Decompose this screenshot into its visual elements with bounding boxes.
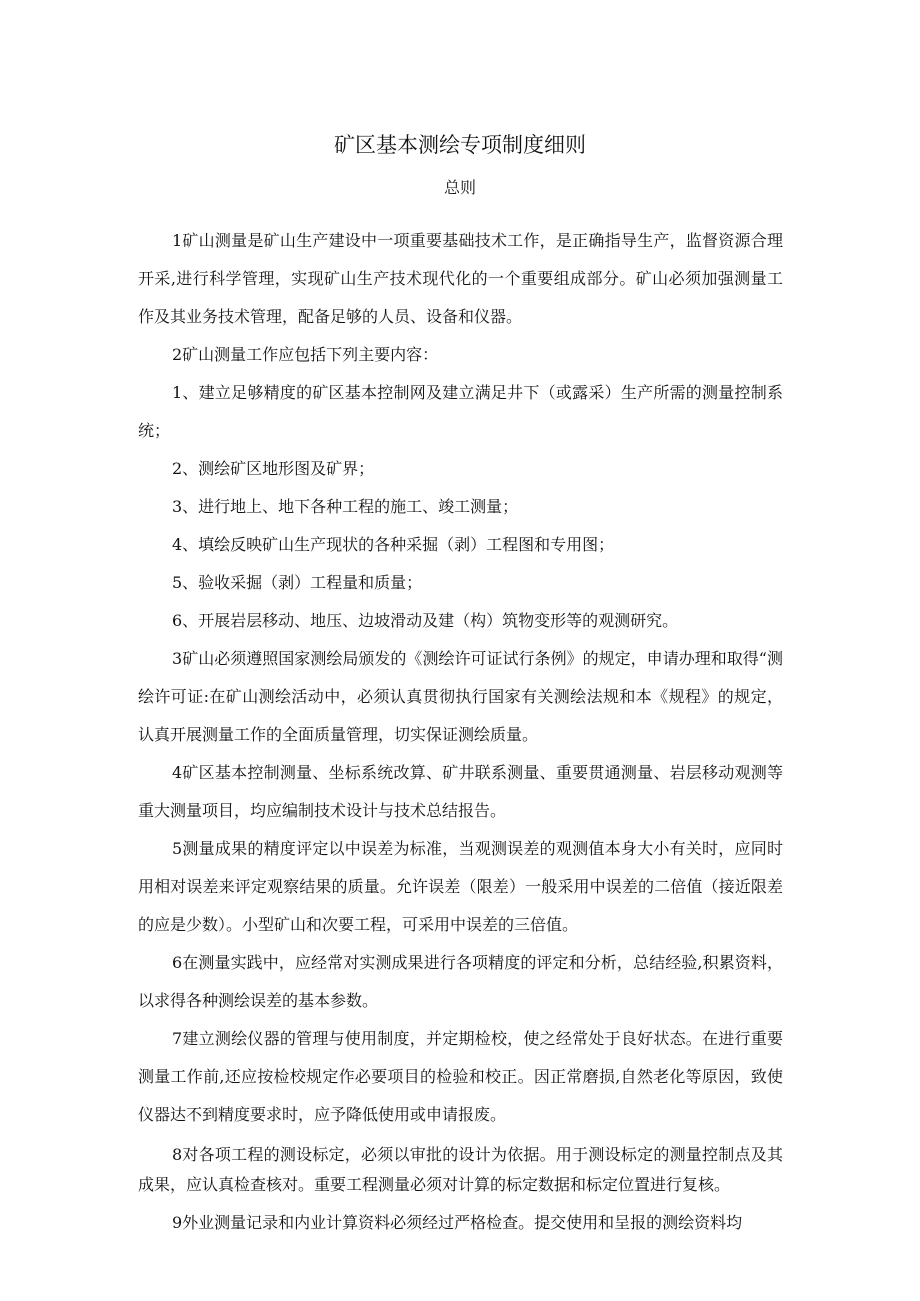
- paragraph-7: 7建立测绘仪器的管理与使用制度，并定期检校，使之经常处于良好状态。在进行重要测量工作前,还应按检校规定作必要项目的检验和校正。因正常磨损,自然老化等原因，致使仪器达不到精度要求时，应予降低使用或申请报废。: [138, 1029, 783, 1124]
- list-item-4: 4、填绘反映矿山生产现状的各种采掘（剥）工程图和专用图；: [172, 535, 615, 554]
- paragraph-5: 5测量成果的精度评定以中误差为标准，当观测误差的观测值本身大小有关时，应同时用相对误差来评定观察结果的质量。允许误差（限差）一般采用中误差的二倍值（接近限差的应是少数）。小型矿山和次要工程，可采用中误差的三倍值。: [138, 839, 783, 934]
- list-item-2: 2、测绘矿区地形图及矿界；: [172, 459, 375, 478]
- document-title: 矿区基本测绘专项制度细则: [334, 133, 586, 157]
- paragraph-6: 6在测量实践中，应经常对实测成果进行各项精度的评定和分析，总结经验,积累资料，以求得各种测绘误差的基本参数。: [138, 953, 783, 1010]
- list-item-3: 3、进行地上、地下各种工程的施工、竣工测量；: [172, 497, 519, 516]
- list-item-1: 1、建立足够精度的矿区基本控制网及建立满足井下（或露采）生产所需的测量控制系统；: [138, 383, 783, 440]
- paragraph-8: 8对各项工程的测设标定，必须以审批的设计为依据。用于测设标定的测量控制点及其成果，应认真检查核对。重要工程测量必须对计算的标定数据和标定位置进行复核。: [138, 1145, 783, 1194]
- paragraph-9: 9外业测量记录和内业计算资料必须经过严格检查。提交使用和呈报的测绘资料均: [172, 1213, 743, 1232]
- document-body: [138, 222, 783, 1238]
- list-item-5: 5、验收采掘（剥）工程量和质量；: [172, 573, 423, 592]
- paragraph-4: 4矿区基本控制测量、坐标系统改算、矿井联系测量、重要贯通测量、岩层移动观测等重大测量项目，均应编制技术设计与技术总结报告。: [138, 763, 783, 820]
- paragraph-3: 3矿山必须遵照国家测绘局颁发的《测绘许可证试行条例》的规定，申请办理和取得“测绘许可证:在矿山测绘活动中，必须认真贯彻执行国家有关测绘法规和本《规程》的规定，认真开展测量工作的全面质量管理，切实保证测绘质量。: [138, 649, 783, 744]
- section-heading: 总则: [443, 178, 476, 197]
- list-item-6: 6、开展岩层移动、地压、边坡滑动及建（构）筑物变形等的观测研究。: [172, 611, 679, 630]
- paragraph-1: 1矿山测量是矿山生产建设中一项重要基础技术工作，是正确指导生产，监督资源合理开采,进行科学管理，实现矿山生产技术现代化的一个重要组成部分。矿山必须加强测量工作及其业务技术管理，配备足够的人员、设备和仪器。: [138, 231, 783, 326]
- paragraph-2: 2矿山测量工作应包括下列主要内容：: [172, 345, 439, 364]
